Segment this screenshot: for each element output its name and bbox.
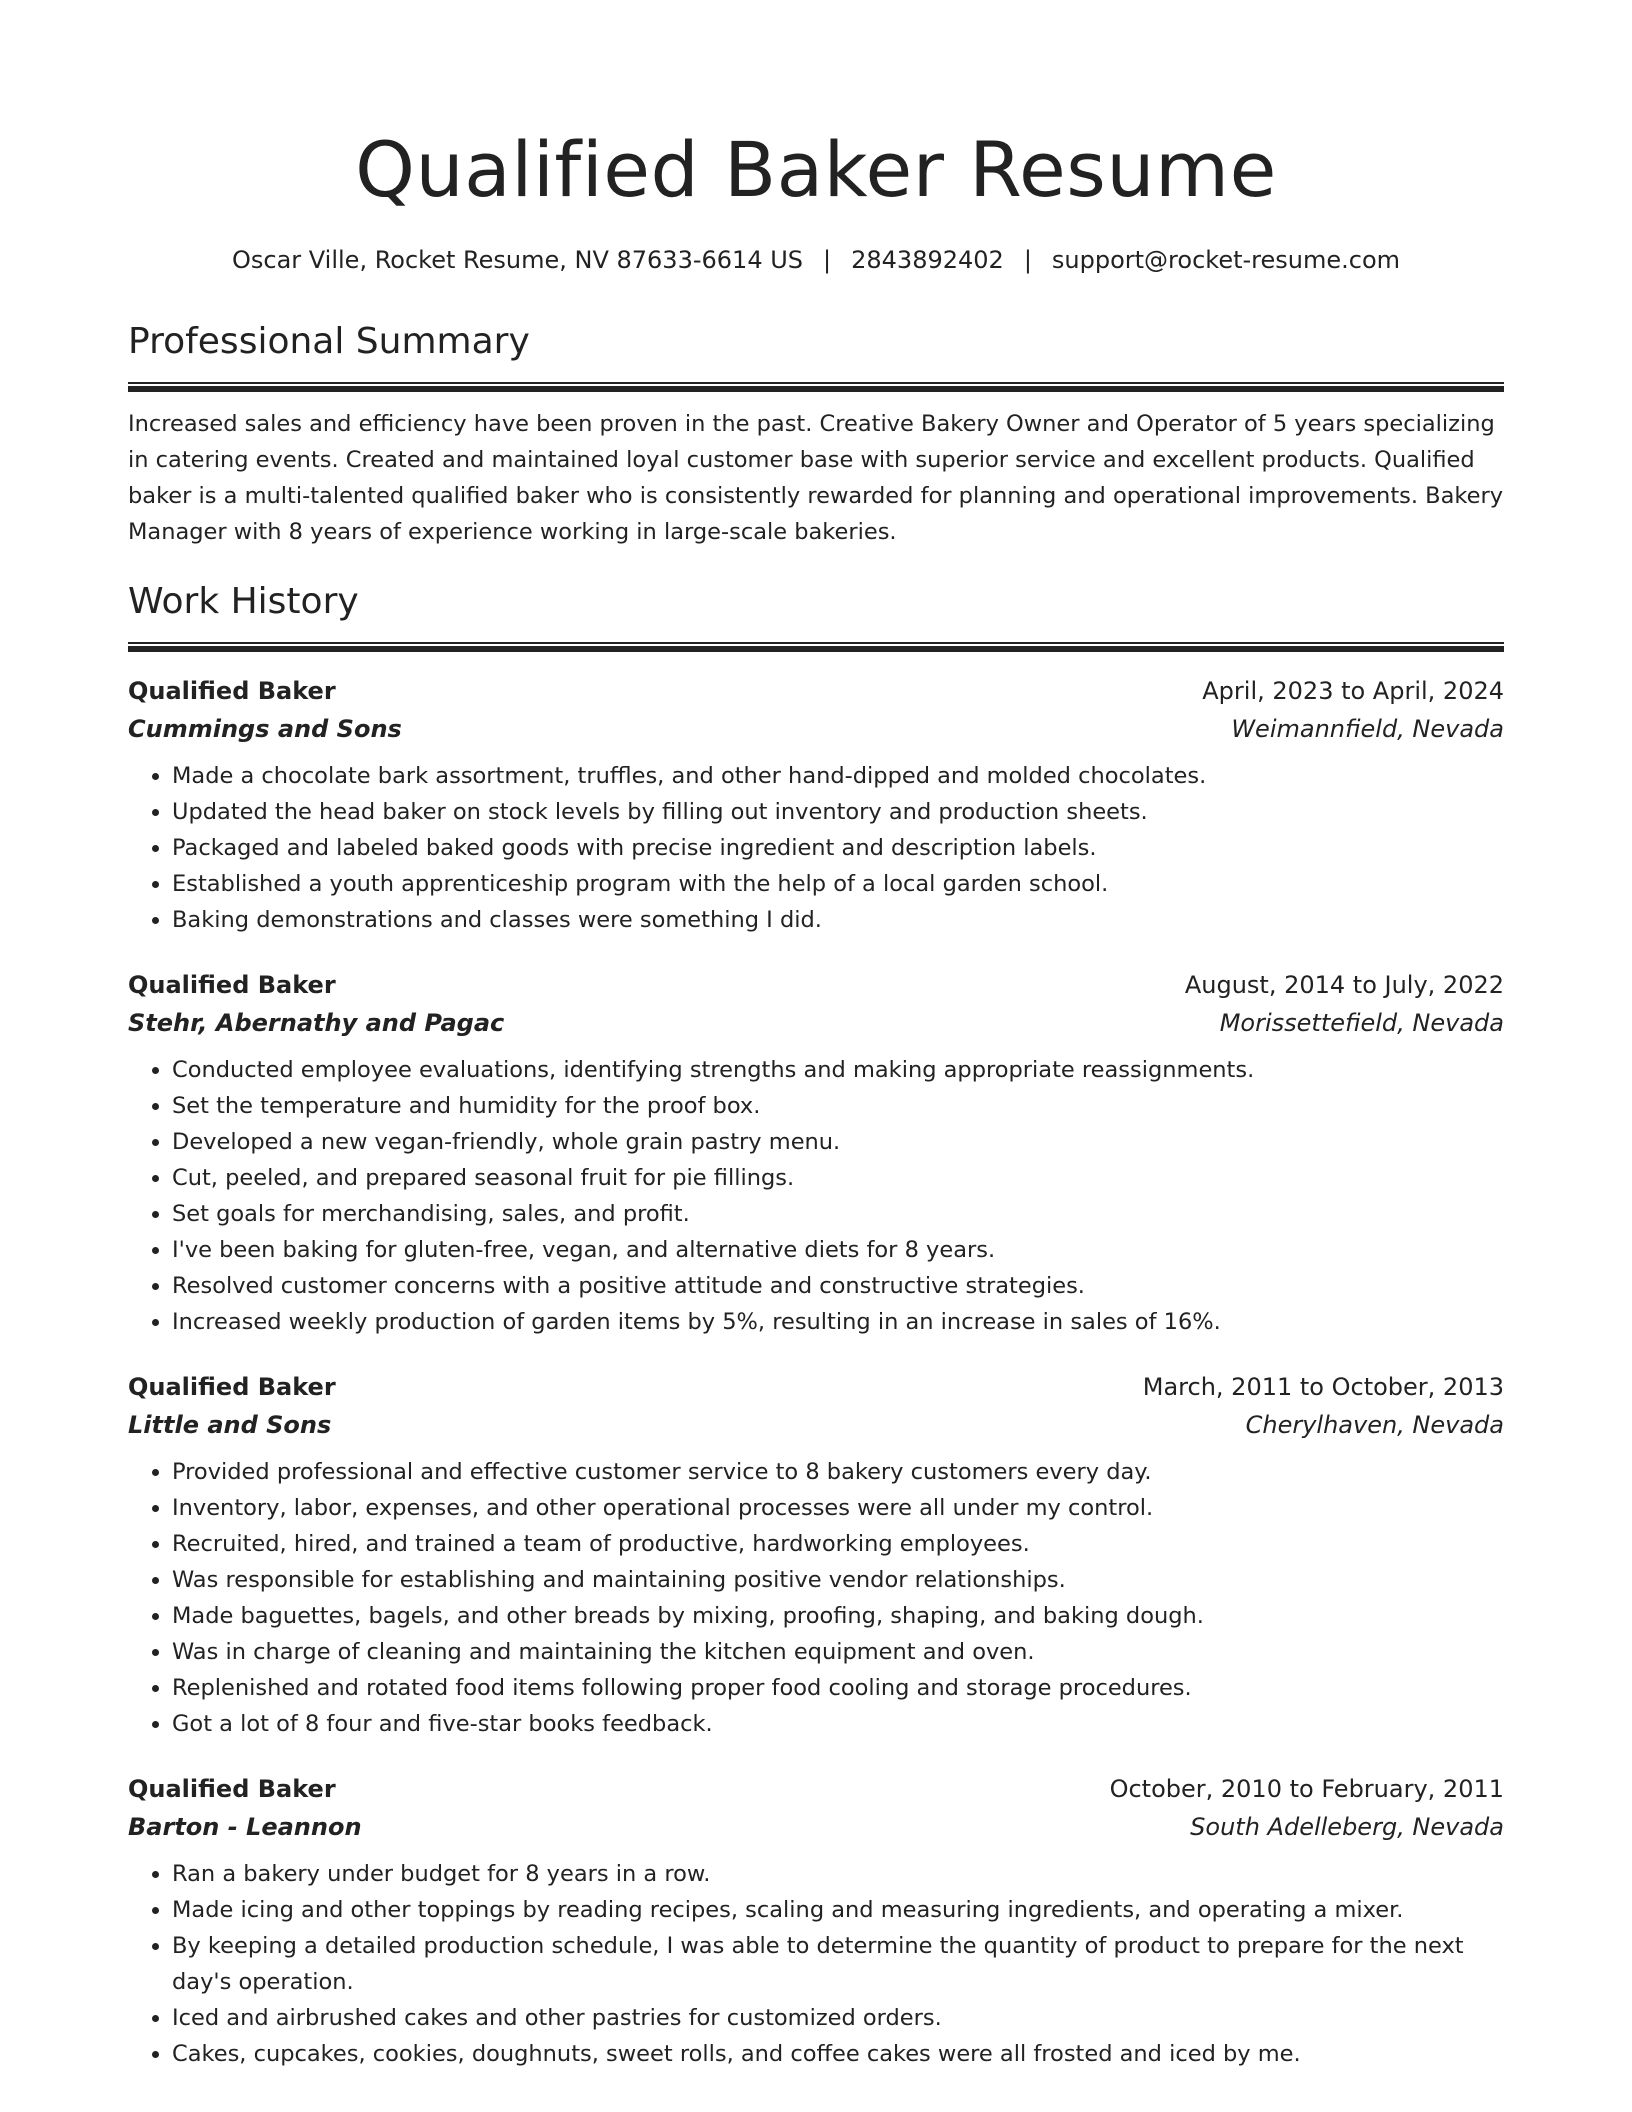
job-bullet: • By keeping a detailed production schedule, I was able to determine the quantity of product to prepare for the next day's operation. xyxy=(172,1928,1504,2000)
job-bullet: • Got a lot of 8 four and five-star books feedback. xyxy=(172,1706,1504,1742)
job-dates: October, 2010 to February, 2011 xyxy=(1109,1775,1504,1803)
job-bullet: • Provided professional and effective customer service to 8 bakery customers every day. xyxy=(172,1454,1504,1490)
job-bullet: • Cut, peeled, and prepared seasonal fruit for pie fillings. xyxy=(172,1160,1504,1196)
job-company: Barton - Leannon xyxy=(128,1813,362,1841)
job-company: Cummings and Sons xyxy=(128,715,402,743)
contact-separator: | xyxy=(823,246,832,274)
job-location: Morissettefield, Nevada xyxy=(1219,1009,1504,1037)
job-bullets xyxy=(128,1052,1504,1340)
job-dates: August, 2014 to July, 2022 xyxy=(1184,971,1504,999)
page-title: Qualified Baker Resume xyxy=(355,125,1277,214)
job-company: Stehr, Abernathy and Pagac xyxy=(128,1009,505,1037)
job-bullet: • Iced and airbrushed cakes and other pastries for customized orders. xyxy=(172,2000,1504,2036)
job-bullet: • Recruited, hired, and trained a team of productive, hardworking employees. xyxy=(172,1526,1504,1562)
job-dates: April, 2023 to April, 2024 xyxy=(1202,677,1504,705)
job-location: Weimannfield, Nevada xyxy=(1231,715,1504,743)
job-bullet: • I've been baking for gluten-free, vegan, and alternative diets for 8 years. xyxy=(172,1232,1504,1268)
job-bullet: • Made icing and other toppings by reading recipes, scaling and measuring ingredients, and operating a mixer. xyxy=(172,1892,1504,1928)
section-title-work-history: Work History xyxy=(128,581,359,622)
job-entry xyxy=(128,1368,1504,1742)
job-bullet: • Updated the head baker on stock levels by filling out inventory and production sheets. xyxy=(172,794,1504,830)
job-header xyxy=(128,1368,1504,1406)
job-subheader xyxy=(128,1004,1504,1042)
contact-email: support@rocket-resume.com xyxy=(1051,246,1400,274)
job-header xyxy=(128,672,1504,710)
job-bullet: • Packaged and labeled baked goods with precise ingredient and description labels. xyxy=(172,830,1504,866)
contact-phone: 2843892402 xyxy=(851,246,1004,274)
job-bullet: • Baking demonstrations and classes were something I did. xyxy=(172,902,1504,938)
contact-address: Oscar Ville, Rocket Resume, NV 87633-6614 US xyxy=(231,246,804,274)
job-bullet: • Was in charge of cleaning and maintaining the kitchen equipment and oven. xyxy=(172,1634,1504,1670)
section-divider xyxy=(128,642,1504,652)
job-bullet: • Made a chocolate bark assortment, truffles, and other hand-dipped and molded chocolates. xyxy=(172,758,1504,794)
job-bullets xyxy=(128,1856,1504,2072)
job-title: Qualified Baker xyxy=(128,971,336,999)
summary-text: Increased sales and efficiency have been proven in the past. Creative Bakery Owner and Operator of 5 years specializing in catering events. Created and maintained loyal customer base with superior service and excellent products. Qualified baker is a multi-talented qualified baker who is consistently rewarded for planning and operational improvements. Bakery Manager with 8 years of experience working in large-scale bakeries. xyxy=(128,411,1504,545)
job-dates: March, 2011 to October, 2013 xyxy=(1142,1373,1504,1401)
job-bullets xyxy=(128,758,1504,938)
job-title: Qualified Baker xyxy=(128,677,336,705)
section-title-summary: Professional Summary xyxy=(128,321,530,362)
job-subheader xyxy=(128,1406,1504,1444)
job-header xyxy=(128,1770,1504,1808)
job-entry xyxy=(128,672,1504,938)
job-bullet: • Made baguettes, bagels, and other breads by mixing, proofing, shaping, and baking dough. xyxy=(172,1598,1504,1634)
job-bullet: • Inventory, labor, expenses, and other operational processes were all under my control. xyxy=(172,1490,1504,1526)
job-bullet: • Cakes, cupcakes, cookies, doughnuts, sweet rolls, and coffee cakes were all frosted and iced by me. xyxy=(172,2036,1504,2072)
job-bullet: • Set the temperature and humidity for the proof box. xyxy=(172,1088,1504,1124)
job-entry xyxy=(128,1770,1504,2072)
job-title: Qualified Baker xyxy=(128,1775,336,1803)
job-bullet: • Set goals for merchandising, sales, and profit. xyxy=(172,1196,1504,1232)
section-divider xyxy=(128,382,1504,392)
contact-separator: | xyxy=(1023,246,1032,274)
job-bullet: • Resolved customer concerns with a positive attitude and constructive strategies. xyxy=(172,1268,1504,1304)
contact-line xyxy=(128,244,1504,276)
job-location: South Adelleberg, Nevada xyxy=(1190,1813,1504,1841)
job-header xyxy=(128,966,1504,1004)
job-company: Little and Sons xyxy=(128,1411,332,1439)
job-bullet: • Developed a new vegan-friendly, whole grain pastry menu. xyxy=(172,1124,1504,1160)
job-bullet: • Increased weekly production of garden items by 5%, resulting in an increase in sales of 16%. xyxy=(172,1304,1504,1340)
job-bullet: • Ran a bakery under budget for 8 years in a row. xyxy=(172,1856,1504,1892)
job-bullets xyxy=(128,1454,1504,1742)
job-entry xyxy=(128,966,1504,1340)
job-subheader xyxy=(128,710,1504,748)
job-title: Qualified Baker xyxy=(128,1373,336,1401)
job-bullet: • Conducted employee evaluations, identifying strengths and making appropriate reassignments. xyxy=(172,1052,1504,1088)
job-bullet: • Was responsible for establishing and maintaining positive vendor relationships. xyxy=(172,1562,1504,1598)
job-bullet: • Established a youth apprenticeship program with the help of a local garden school. xyxy=(172,866,1504,902)
job-bullet: • Replenished and rotated food items following proper food cooling and storage procedures. xyxy=(172,1670,1504,1706)
job-subheader xyxy=(128,1808,1504,1846)
job-location: Cherylhaven, Nevada xyxy=(1245,1411,1504,1439)
